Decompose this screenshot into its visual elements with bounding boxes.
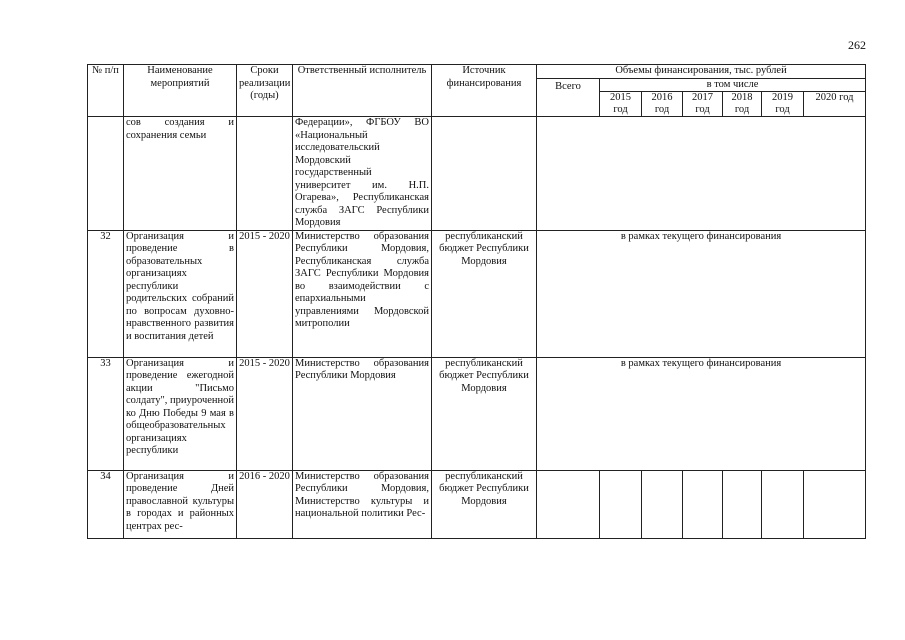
row-name: сов создания и сохранения семьи [124, 117, 237, 231]
row-source: республиканский бюджет Республики Мордовия [432, 470, 537, 538]
program-table [87, 64, 866, 539]
header-year-2017: 2017 год [683, 92, 723, 117]
row-funding: в рамках текущего финансирования [537, 357, 866, 470]
row-year-2018 [723, 470, 762, 538]
row-executor: Федерации», ФГБОУ ВО «Национальный исследовательский Мордовский государственный университет им. Н.П. Огарева», Республиканская служба ЗАГС Республики Мордовия [293, 117, 432, 231]
header-period: Сроки реализации (годы) [237, 65, 293, 117]
table-row [88, 230, 866, 357]
row-total [537, 470, 600, 538]
table-row [88, 357, 866, 470]
header-source: Источник финансирования [432, 65, 537, 117]
row-name: Организация и проведение Дней православной культуры в городах и районных центрах рес- [124, 470, 237, 538]
header-executor: Ответственный исполнитель [293, 65, 432, 117]
header-year-2016: 2016 год [642, 92, 683, 117]
header-year-2020: 2020 год [804, 92, 866, 117]
row-period [237, 117, 293, 231]
row-num [88, 117, 124, 231]
row-num: 32 [88, 230, 124, 357]
row-num: 33 [88, 357, 124, 470]
row-year-2020 [804, 470, 866, 538]
header-including: в том числе [600, 78, 866, 92]
row-name: Организация и проведение в образовательных организациях республики родительских собраний по вопросам духовно-нравственного развития и воспитания детей [124, 230, 237, 357]
header-num: № п/п [88, 65, 124, 117]
row-source: республиканский бюджет Республики Мордовия [432, 230, 537, 357]
row-source [432, 117, 537, 231]
row-funding: в рамках текущего финансирования [537, 230, 866, 357]
header-name: Наименование мероприятий [124, 65, 237, 117]
row-year-2015 [600, 470, 642, 538]
table-row [88, 470, 866, 538]
row-executor: Министерство образования Республики Мордовия, Республиканская служба ЗАГС Республики Мордовия во взаимодействии с епархиальными управлениями Мордовской митрополии [293, 230, 432, 357]
row-period: 2016 - 2020 [237, 470, 293, 538]
row-funding [537, 117, 866, 231]
header-year-2015: 2015 год [600, 92, 642, 117]
header-year-2018: 2018 год [723, 92, 762, 117]
row-year-2016 [642, 470, 683, 538]
header-total: Всего [537, 78, 600, 117]
row-year-2017 [683, 470, 723, 538]
header-funding: Объемы финансирования, тыс. рублей [537, 65, 866, 79]
row-period: 2015 - 2020 [237, 230, 293, 357]
row-period: 2015 - 2020 [237, 357, 293, 470]
page-number: 262 [848, 38, 866, 52]
header-row-1 [88, 65, 866, 79]
row-source: республиканский бюджет Республики Мордовия [432, 357, 537, 470]
row-num: 34 [88, 470, 124, 538]
header-year-2019: 2019 год [762, 92, 804, 117]
table-row [88, 117, 866, 231]
row-name: Организация и проведение ежегодной акции "Письмо солдату", приуроченной ко Дню Победы 9 мая в общеобразовательных организациях республики [124, 357, 237, 470]
row-executor: Министерство образования Республики Мордовия [293, 357, 432, 470]
row-year-2019 [762, 470, 804, 538]
row-executor: Министерство образования Республики Мордовия, Министерство культуры и национальной политики Рес- [293, 470, 432, 538]
